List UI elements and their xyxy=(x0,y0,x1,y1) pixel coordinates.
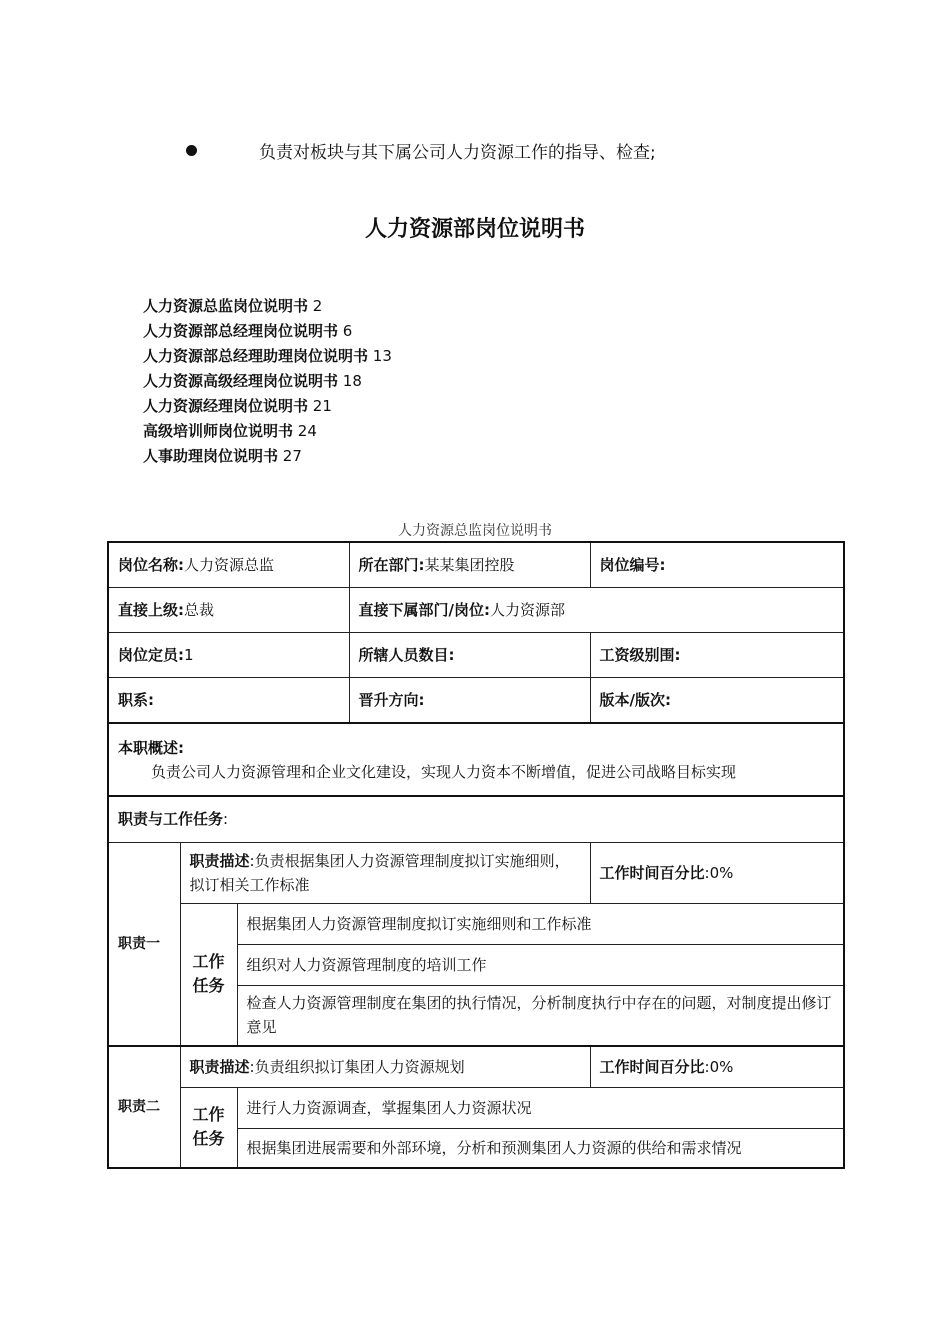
duty-1-description: :负责根据集团人力资源管理制度拟订实施细则，拟订相关工作标准 xyxy=(189,851,570,894)
bullet-icon xyxy=(186,145,197,156)
toc-entry-name: 人力资源部总经理助理岗位说明书 xyxy=(143,347,369,365)
table-row xyxy=(108,1087,844,1128)
toc-entry-name: 人力资源高级经理岗位说明书 xyxy=(143,372,339,390)
task-label-line: 任务 xyxy=(192,976,225,996)
salary-label: 工资级别围: xyxy=(599,645,681,664)
subordinate-label: 直接下属部门/岗位: xyxy=(358,600,490,619)
duty-2-description-cell xyxy=(180,1046,590,1087)
toc-entry[interactable] xyxy=(143,369,392,394)
duty-desc-label: 职责描述 xyxy=(189,1057,250,1076)
toc-entry-page: 27 xyxy=(282,447,302,465)
job-family-label: 职系: xyxy=(118,690,154,709)
toc-entry-name: 人力资源经理岗位说明书 xyxy=(143,397,309,415)
job-description-table xyxy=(107,541,845,1169)
department-value: 某某集团控股 xyxy=(424,555,515,574)
duty-2-percent-cell xyxy=(590,1046,844,1087)
superior-cell xyxy=(108,587,349,632)
table-row xyxy=(108,842,844,903)
duty-1-description-cell xyxy=(180,842,590,903)
superior-label: 直接上级: xyxy=(118,600,184,619)
version-label: 版本/版次: xyxy=(599,690,671,709)
position-name-value: 人力资源总监 xyxy=(184,555,275,574)
duty-1-percent: :0% xyxy=(704,863,734,882)
bullet-item xyxy=(186,138,656,163)
department-cell xyxy=(349,542,590,587)
salary-cell xyxy=(590,632,844,677)
duty-2-name: 职责二 xyxy=(108,1046,180,1168)
task-label-line: 工作 xyxy=(192,952,225,972)
table-row xyxy=(108,542,844,587)
time-percent-label: 工作时间百分比 xyxy=(599,863,705,882)
toc-entry-page: 18 xyxy=(342,372,362,390)
table-row xyxy=(108,632,844,677)
superior-value: 总裁 xyxy=(184,600,215,619)
table-row xyxy=(108,677,844,723)
task-label-line: 工作 xyxy=(192,1105,225,1125)
duties-label: 职责与工作任务 xyxy=(118,810,224,829)
duty-1-task: 根据集团人力资源管理制度拟订实施细则和工作标准 xyxy=(237,903,844,944)
position-code-label: 岗位编号: xyxy=(599,555,666,574)
duty-1-task: 检查人力资源管理制度在集团的执行情况，分析制度执行中存在的问题，对制度提出修订意见 xyxy=(237,985,844,1046)
toc-entry[interactable] xyxy=(143,419,392,444)
toc-entry-page: 21 xyxy=(312,397,332,415)
toc-entry[interactable] xyxy=(143,294,392,319)
duty-1-percent-cell xyxy=(590,842,844,903)
toc-entry[interactable] xyxy=(143,344,392,369)
promotion-cell xyxy=(349,677,590,723)
duty-1-task-label xyxy=(180,903,237,1046)
department-label: 所在部门: xyxy=(358,555,425,574)
promotion-label: 晋升方向: xyxy=(358,690,425,709)
duty-2-task-label xyxy=(180,1087,237,1168)
bullet-text: 负责对板块与其下属公司人力资源工作的指导、检查; xyxy=(259,143,656,163)
table-row xyxy=(108,1046,844,1087)
duty-1-name: 职责一 xyxy=(108,842,180,1046)
subordinate-value: 人力资源部 xyxy=(490,600,566,619)
toc-entry-name: 人力资源总监岗位说明书 xyxy=(143,297,309,315)
table-of-contents xyxy=(143,294,392,469)
duty-2-description: :负责组织拟订集团人力资源规划 xyxy=(249,1057,465,1076)
summary-label: 本职概述: xyxy=(118,738,184,757)
summary-cell xyxy=(108,723,844,796)
task-label-line: 任务 xyxy=(192,1129,225,1149)
duties-header-cell xyxy=(108,796,844,842)
table-row xyxy=(108,723,844,796)
toc-entry-name: 高级培训师岗位说明书 xyxy=(143,422,294,440)
toc-entry-page: 13 xyxy=(372,347,392,365)
position-code-cell xyxy=(590,542,844,587)
headcount-label: 岗位定员: xyxy=(118,645,184,664)
table-row xyxy=(108,796,844,842)
toc-entry-page: 2 xyxy=(312,297,323,315)
headcount-value: 1 xyxy=(184,645,194,664)
duty-desc-label: 职责描述 xyxy=(189,851,250,870)
toc-entry-page: 24 xyxy=(297,422,317,440)
summary-text: 负责公司人力资源管理和企业文化建设，实现人力资本不断增值，促进公司战略目标实现 xyxy=(151,762,737,781)
table-row xyxy=(108,587,844,632)
duties-colon: : xyxy=(223,810,229,829)
document-title: 人力资源部岗位说明书 xyxy=(364,217,585,242)
time-percent-label: 工作时间百分比 xyxy=(599,1057,705,1076)
position-name-label: 岗位名称: xyxy=(118,555,184,574)
staff-count-cell xyxy=(349,632,590,677)
toc-entry[interactable] xyxy=(143,444,392,469)
subordinate-cell xyxy=(349,587,844,632)
duty-2-percent: :0% xyxy=(704,1057,734,1076)
job-family-cell xyxy=(108,677,349,723)
toc-entry-page: 6 xyxy=(342,322,353,340)
staff-count-label: 所辖人员数目: xyxy=(358,645,455,664)
table-caption: 人力资源总监岗位说明书 xyxy=(398,523,552,539)
headcount-cell xyxy=(108,632,349,677)
toc-entry-name: 人力资源部总经理岗位说明书 xyxy=(143,322,339,340)
toc-entry[interactable] xyxy=(143,394,392,419)
table-row xyxy=(108,903,844,944)
toc-entry-name: 人事助理岗位说明书 xyxy=(143,447,279,465)
position-name-cell xyxy=(108,542,349,587)
version-cell xyxy=(590,677,844,723)
duty-2-task: 进行人力资源调查，掌握集团人力资源状况 xyxy=(237,1087,844,1128)
duty-1-task: 组织对人力资源管理制度的培训工作 xyxy=(237,944,844,985)
duty-2-task: 根据集团进展需要和外部环境，分析和预测集团人力资源的供给和需求情况 xyxy=(237,1128,844,1168)
toc-entry[interactable] xyxy=(143,319,392,344)
